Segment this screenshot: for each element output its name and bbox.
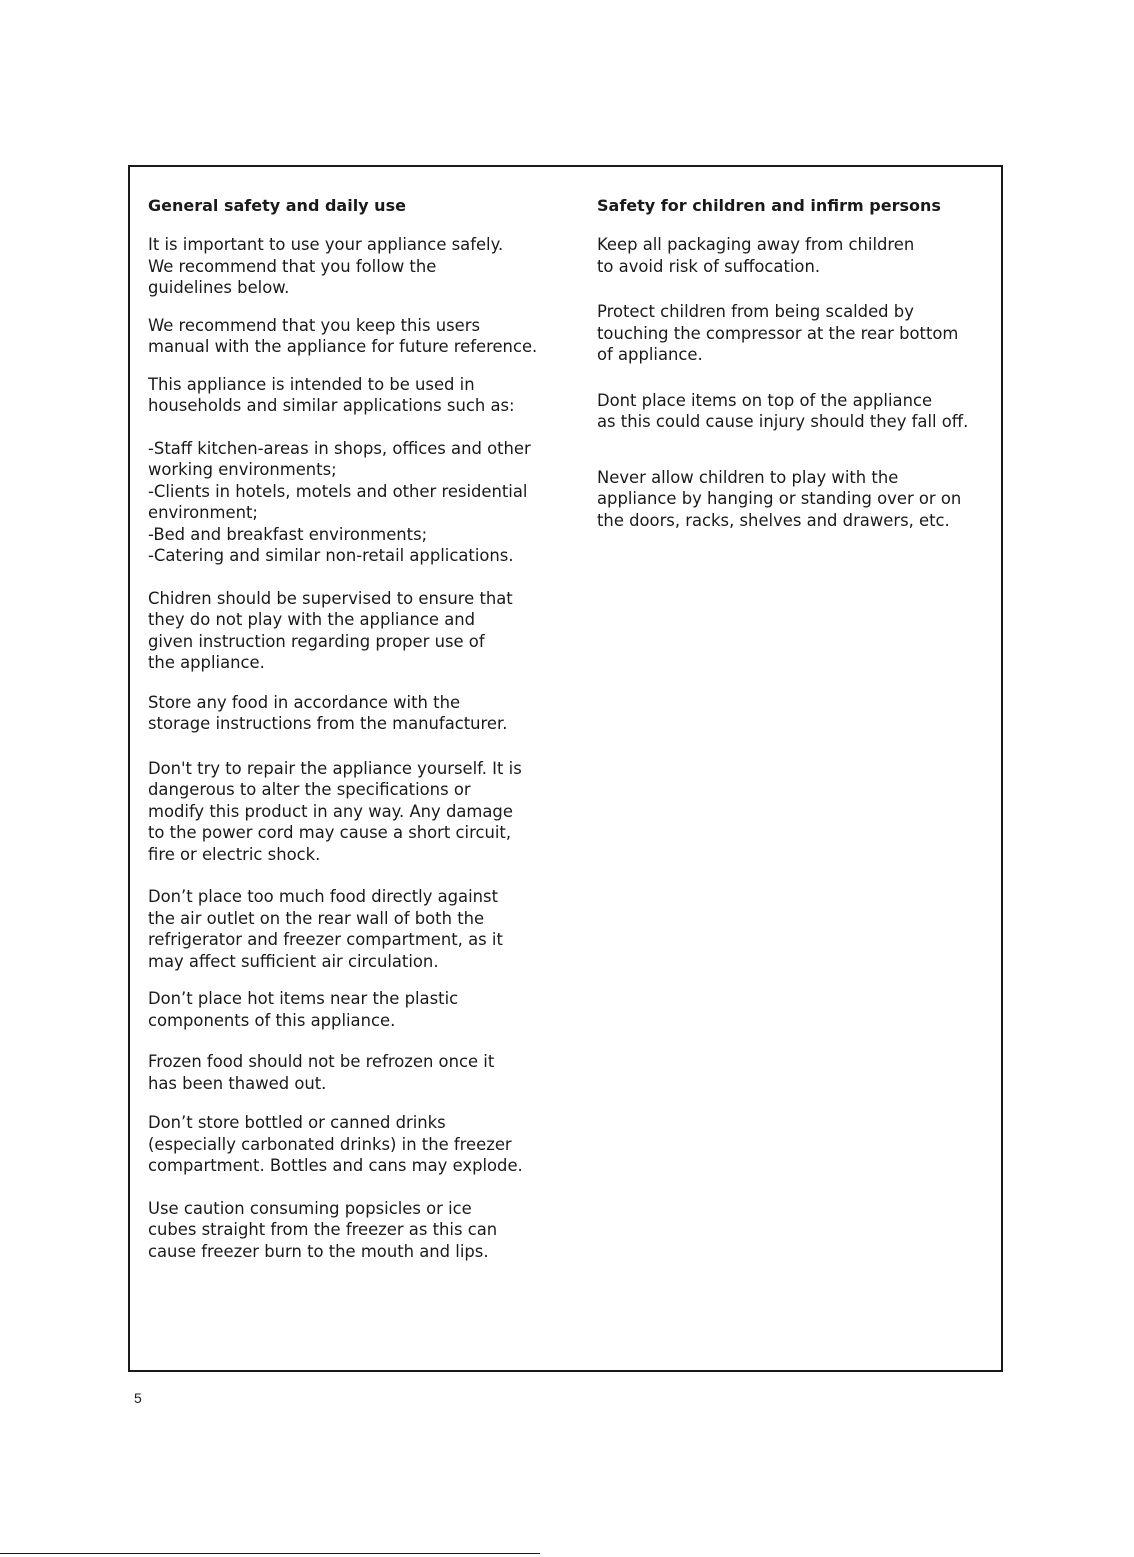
paragraph-refreezing: Frozen food should not be refrozen once it has been thawed out. xyxy=(148,1052,495,1093)
paragraph-packaging: Keep all packaging away from children to avoid risk of suffocation. xyxy=(597,235,915,276)
left-column xyxy=(148,195,563,1262)
paragraph-air-outlet: Don’t place too much food directly against the air outlet on the rear wall of both the refrigerator and freezer compartment, as it may affect sufficient air circulation. xyxy=(148,887,503,971)
general-safety-heading: General safety and daily use xyxy=(148,196,406,215)
paragraph-hot-items: Don’t place hot items near the plastic components of this appliance. xyxy=(148,989,459,1030)
paragraph-food-storage: Store any food in accordance with the storage instructions from the manufacturer. xyxy=(148,692,508,733)
paragraph-safe-use: It is important to use your appliance safely. We recommend that you follow the guidelines below. xyxy=(148,235,504,297)
paragraph-intended-use: This appliance is intended to be used in households and similar applications such as: xyxy=(148,374,515,415)
paragraph-bottled-drinks: Don’t store bottled or canned drinks (especially carbonated drinks) in the freezer compartment. Bottles and cans may explode. xyxy=(148,1113,523,1175)
children-safety-heading: Safety for children and infirm persons xyxy=(597,196,941,215)
paragraph-application-list: -Staff kitchen-areas in shops, offices and other working environments; -Clients in hotels, motels and other residential environment; -Bed and breakfast environments; -Catering and similar non-retail applications. xyxy=(148,438,531,565)
paragraph-children-supervision: Chidren should be supervised to ensure that they do not play with the appliance and given instruction regarding proper use of the appliance. xyxy=(148,588,513,672)
paragraph-children-play: Never allow children to play with the appliance by hanging or standing over or on the doors, racks, shelves and drawers, etc. xyxy=(597,467,962,530)
page-number: 5 xyxy=(134,1390,142,1406)
paragraph-compressor: Protect children from being scalded by touching the compressor at the rear bottom of appliance. xyxy=(597,302,959,364)
bottom-rule xyxy=(0,1553,540,1554)
paragraph-no-repair: Don't try to repair the appliance yourself. It is dangerous to alter the specifications or modify this product in any way. Any damage to the power cord may cause a short circuit, fire or electric shock. xyxy=(148,758,522,864)
paragraph-keep-manual: We recommend that you keep this users manual with the appliance for future reference. xyxy=(148,315,538,356)
right-column xyxy=(597,195,992,531)
paragraph-top-items: Dont place items on top of the appliance as this could cause injury should they fall off. xyxy=(597,390,969,431)
paragraph-freezer-burn: Use caution consuming popsicles or ice cubes straight from the freezer as this can cause freezer burn to the mouth and lips. xyxy=(148,1198,498,1261)
